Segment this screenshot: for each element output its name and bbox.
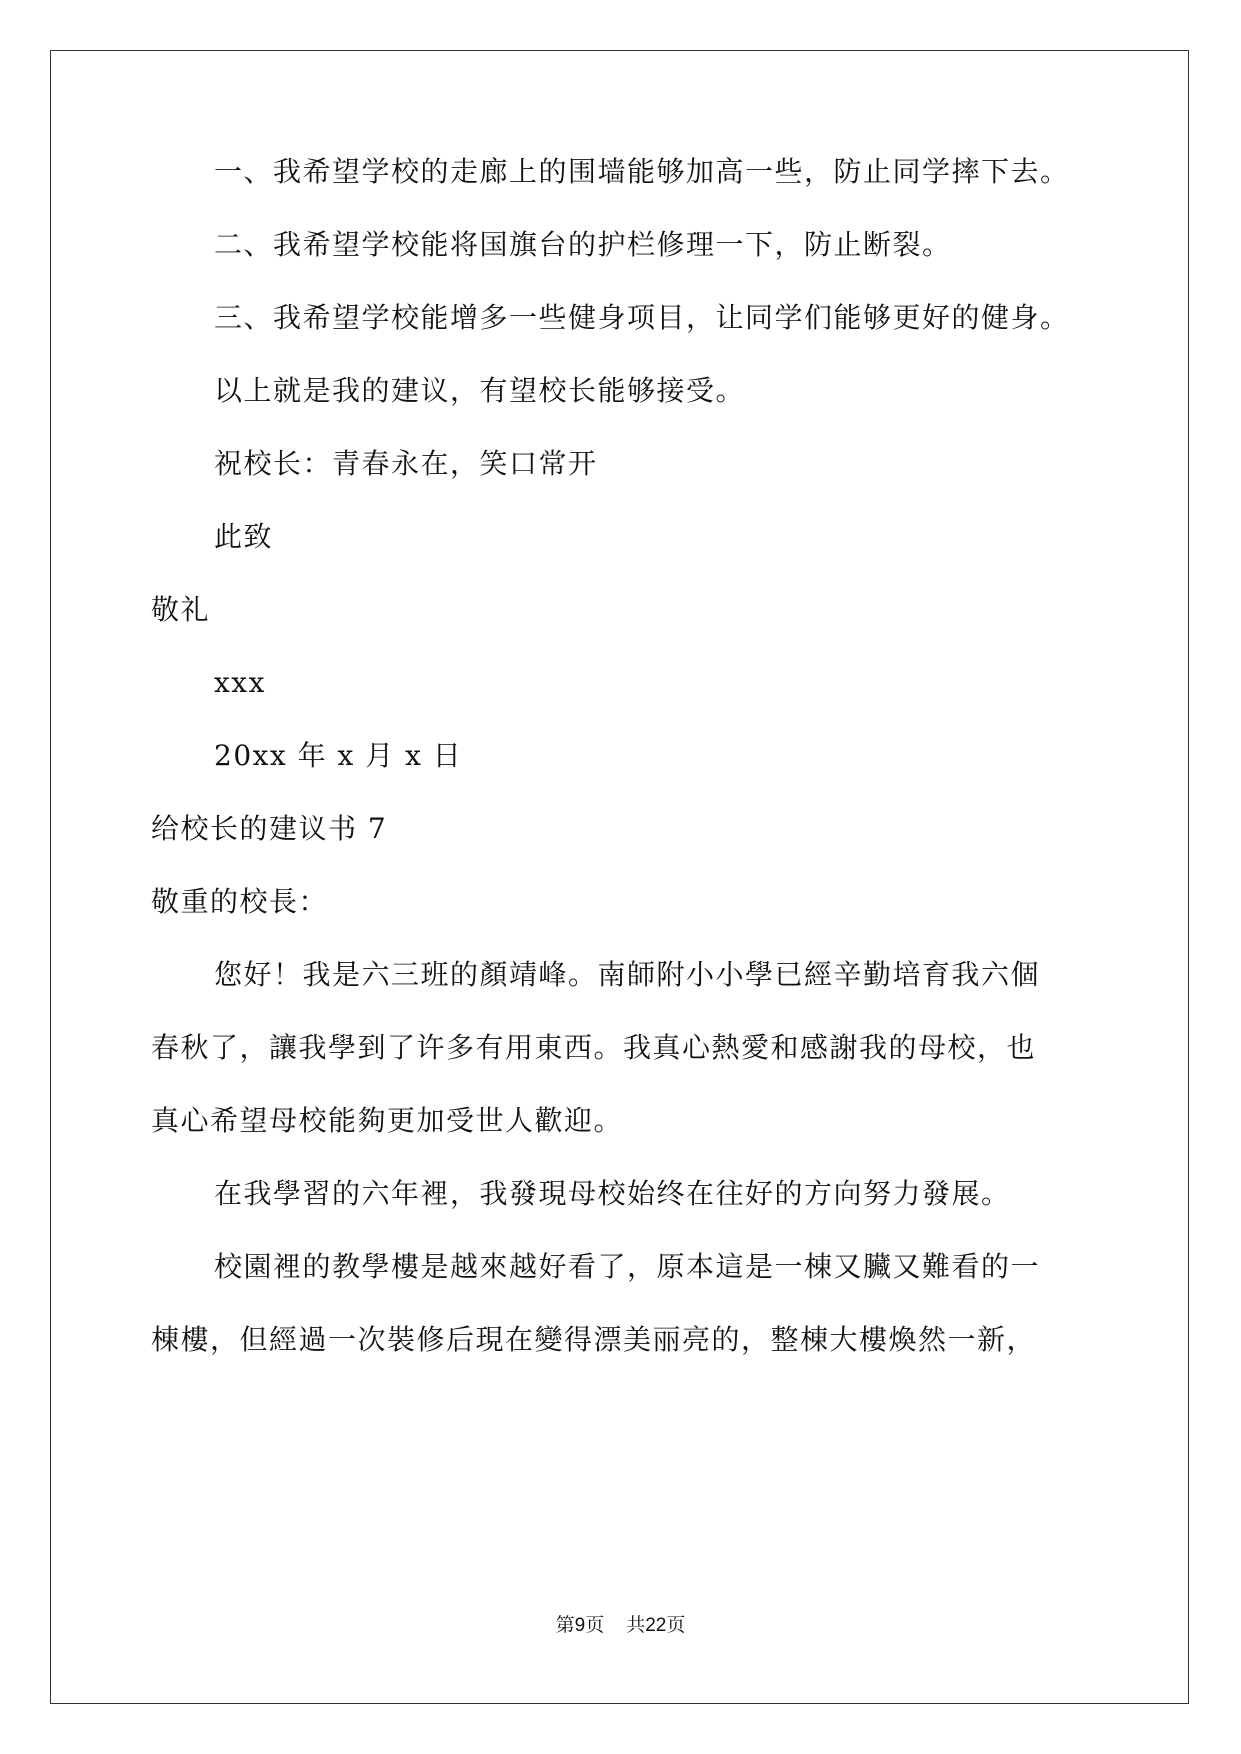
paragraph-line: 您好！我是六三班的顏靖峰。南師附小小學已經辛勤培育我六個	[214, 958, 1041, 991]
paragraph-line: 在我學習的六年裡，我發現母校始终在往好的方向努力發展。	[214, 1177, 1011, 1210]
footer-page-number: 9	[574, 1615, 586, 1636]
footer-total-suffix: 页	[666, 1615, 686, 1636]
wish-line: 祝校长：青春永在，笑口常开	[214, 447, 598, 480]
footer-page-suffix: 页	[585, 1615, 605, 1636]
salutation-cizhi: 此致	[214, 520, 274, 553]
paragraph-line: 春秋了，讓我學到了许多有用東西。我真心熱愛和感謝我的母校，也	[151, 1031, 1037, 1064]
suggestion-three: 三、我希望学校能增多一些健身项目，让同学们能够更好的健身。	[214, 301, 1070, 334]
paragraph-line: 真心希望母校能夠更加受世人歡迎。	[151, 1104, 624, 1137]
signature-name: xxx	[214, 666, 266, 699]
salutation-jingli: 敬礼	[151, 593, 211, 626]
paragraph-line: 棟樓，但經過一次裝修后現在變得漂美丽亮的，整棟大樓煥然一新，	[151, 1323, 1037, 1356]
footer-total-prefix: 共	[626, 1615, 646, 1636]
letter-greeting: 敬重的校長：	[151, 885, 329, 918]
footer-total-pages: 22	[645, 1615, 667, 1636]
section-heading: 给校长的建议书 7	[151, 812, 388, 845]
suggestion-one: 一、我希望学校的走廊上的围墙能够加高一些，防止同学摔下去。	[214, 155, 1070, 188]
suggestion-two: 二、我希望学校能将国旗台的护栏修理一下，防止断裂。	[214, 228, 952, 261]
signature-date: 20xx 年 x 月 x 日	[214, 739, 463, 772]
footer-page-prefix: 第	[555, 1615, 575, 1636]
page-footer	[0, 1614, 1241, 1638]
paragraph-line: 校園裡的教學樓是越來越好看了，原本這是一棟又臟又難看的一	[214, 1250, 1041, 1283]
closing-remark: 以上就是我的建议，有望校长能够接受。	[214, 374, 746, 407]
